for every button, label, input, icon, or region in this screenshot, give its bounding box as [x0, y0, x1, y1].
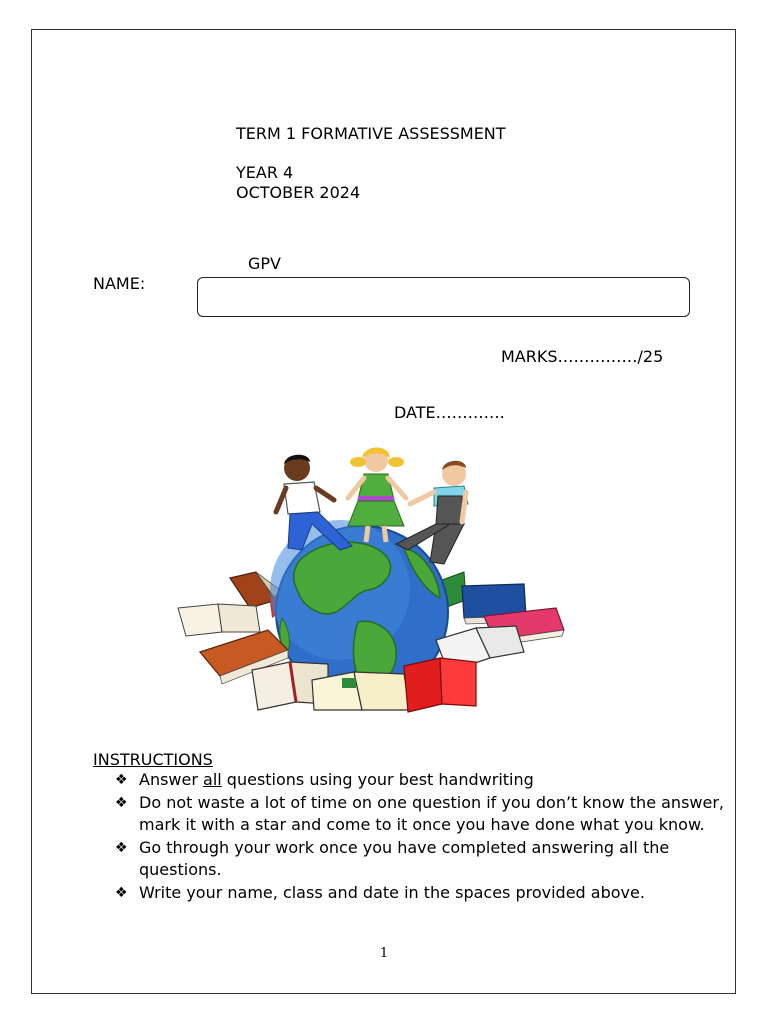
instruction-item	[115, 792, 725, 837]
open-book-left-icon	[178, 604, 260, 636]
instruction-1-end: questions using your best handwriting	[221, 770, 534, 789]
year-label: YEAR 4	[236, 163, 294, 182]
instruction-1-start: Answer	[139, 770, 204, 789]
date-heading: OCTOBER 2024	[236, 183, 361, 202]
instruction-item	[115, 837, 725, 882]
name-field[interactable]	[197, 277, 690, 317]
red-book-icon	[404, 658, 476, 712]
instruction-3-text: Go through your work once you have completed answering all the questions.	[139, 837, 670, 880]
date-field: DATE………….	[394, 403, 505, 422]
assessment-title: TERM 1 FORMATIVE ASSESSMENT	[236, 124, 506, 143]
marks-field: MARKS……………/25	[501, 347, 664, 366]
instruction-4-text: Write your name, class and date in the spaces provided above.	[139, 882, 645, 902]
diamond-bullet-icon: ❖	[115, 794, 128, 811]
instruction-2-text: Do not waste a lot of time on one question if you don’t know the answer, mark it with a star and come to it once you have done what you know.	[139, 792, 724, 835]
instruction-1-emphasis: all	[203, 770, 222, 789]
boy-overalls-icon	[396, 461, 468, 564]
diamond-bullet-icon: ❖	[115, 772, 128, 788]
instructions-heading: INSTRUCTIONS	[93, 750, 213, 769]
instructions-list	[115, 769, 725, 905]
page-number: 1	[379, 946, 389, 961]
children-globe-books-illustration	[172, 440, 572, 715]
name-label: NAME:	[93, 274, 146, 293]
diamond-bullet-icon: ❖	[115, 839, 128, 856]
school-code: GPV	[248, 254, 281, 273]
open-book-front-icon	[312, 672, 410, 710]
instruction-item	[115, 882, 725, 905]
diamond-bullet-icon: ❖	[115, 884, 128, 901]
instruction-item	[115, 769, 725, 792]
